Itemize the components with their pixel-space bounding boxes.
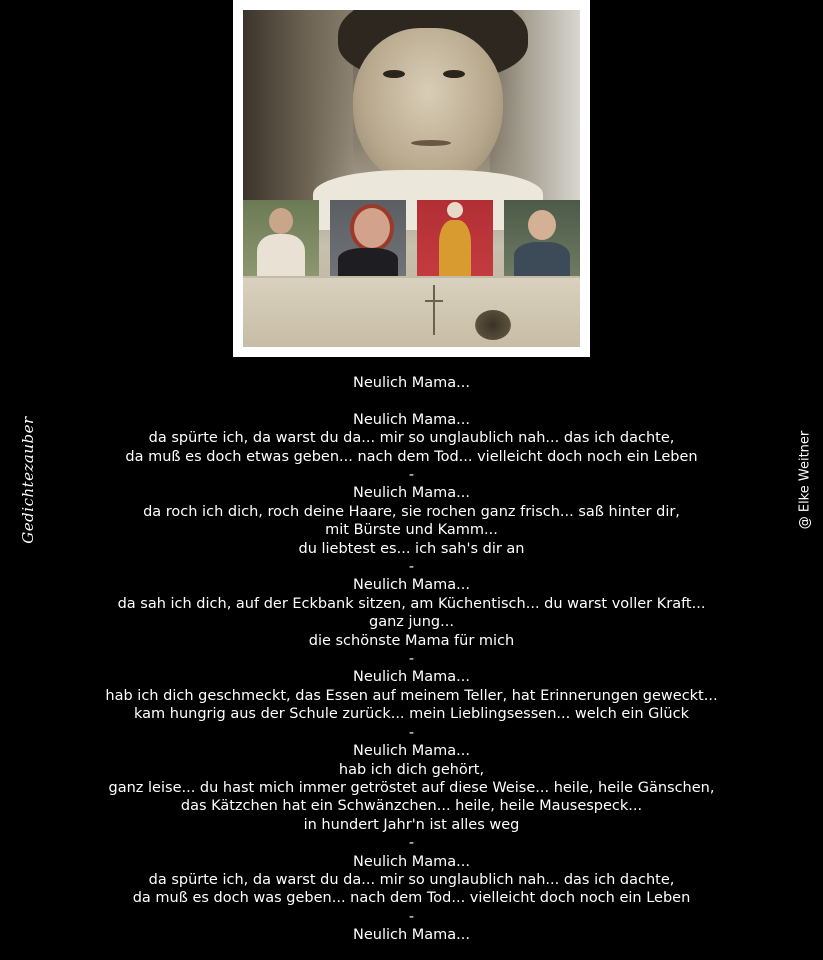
poem-line: Neulich Mama... bbox=[352, 669, 471, 686]
poem-line: - bbox=[408, 559, 415, 576]
face bbox=[353, 28, 503, 188]
poem-line: Neulich Mama... bbox=[352, 485, 471, 502]
poem-line: kam hungrig aus der Schule zurück... mein Lieblingsessen... welch ein Glück bbox=[134, 706, 689, 723]
poem-line: da sah ich dich, auf der Eckbank sitzen, am Küchentisch... du warst voller Kraft... bbox=[117, 595, 706, 612]
poem-line: Neulich Mama... bbox=[352, 375, 471, 391]
left-eye bbox=[383, 70, 405, 78]
dress-lower-band bbox=[243, 278, 580, 347]
thumb-body bbox=[514, 242, 570, 276]
flower-corsage bbox=[475, 310, 511, 340]
poem-line: da spürte ich, da warst du da... mir so unglaublich nah... das ich dachte, bbox=[148, 430, 675, 447]
poem-line: da spürte ich, da warst du da... mir so unglaublich nah... das ich dachte, bbox=[148, 871, 675, 888]
poem bbox=[30, 374, 793, 945]
poem-line: da muß es doch etwas geben... nach dem Tod... vielleicht doch noch ein Leben bbox=[125, 448, 698, 465]
poem-line: Neulich Mama... bbox=[352, 743, 471, 760]
poem-line: die schönste Mama für mich bbox=[308, 632, 515, 649]
thumb-head bbox=[350, 204, 394, 252]
thumbnail-strip bbox=[243, 200, 580, 276]
signature-label: Gedichtezauber bbox=[19, 416, 37, 544]
mouth bbox=[411, 140, 451, 146]
poem-line: - bbox=[408, 651, 415, 668]
poem-line: Neulich Mama... bbox=[352, 853, 471, 870]
right-eye bbox=[443, 70, 465, 78]
poem-line: Neulich Mama... bbox=[352, 927, 471, 944]
author-credit bbox=[790, 415, 820, 545]
thumbnail-2 bbox=[330, 200, 406, 276]
thumb-head bbox=[269, 208, 293, 234]
poem-line: ganz jung... bbox=[369, 614, 454, 631]
photo-frame bbox=[233, 0, 590, 357]
cross-icon bbox=[433, 285, 435, 335]
portrait-photo bbox=[243, 10, 580, 347]
poem-line: da muß es doch was geben... nach dem Tod... vielleicht doch noch ein Leben bbox=[132, 890, 691, 907]
author-credit-label: @ Elke Weitner bbox=[797, 430, 813, 530]
poem-line: - bbox=[408, 724, 415, 741]
poem-line: - bbox=[408, 467, 415, 484]
thumb-head bbox=[447, 202, 463, 218]
poem-line: da roch ich dich, roch deine Haare, sie rochen ganz frisch... saß hinter dir, bbox=[143, 503, 680, 520]
thumb-dress bbox=[439, 220, 471, 276]
poem-line bbox=[30, 392, 793, 410]
thumb-body bbox=[338, 248, 398, 276]
thumb-head bbox=[528, 210, 556, 240]
thumbnail-1 bbox=[243, 200, 319, 276]
poem-line: mit Bürste und Kamm... bbox=[325, 522, 498, 539]
poem-line: Neulich Mama... bbox=[352, 411, 471, 428]
poem-line: hab ich dich geschmeckt, das Essen auf meinem Teller, hat Erinnerungen geweckt... bbox=[105, 687, 718, 704]
cross-bar bbox=[425, 300, 443, 302]
poem-line: Neulich Mama... bbox=[352, 577, 471, 594]
poem-line: das Kätzchen hat ein Schwänzchen... heile, heile Mausespeck... bbox=[180, 798, 643, 815]
poem-line: in hundert Jahr'n ist alles weg bbox=[303, 816, 520, 833]
poem-line: - bbox=[408, 835, 415, 852]
poem-line: - bbox=[408, 908, 415, 925]
thumbnail-4 bbox=[504, 200, 580, 276]
thumbnail-3 bbox=[417, 200, 493, 276]
poem-line: hab ich dich gehört, bbox=[338, 761, 485, 778]
thumb-body bbox=[257, 234, 305, 276]
poem-line: du liebtest es... ich sah's dir an bbox=[298, 540, 525, 557]
poem-line: ganz leise... du hast mich immer getröstet auf diese Weise... heile, heile Gänschen, bbox=[108, 779, 715, 796]
